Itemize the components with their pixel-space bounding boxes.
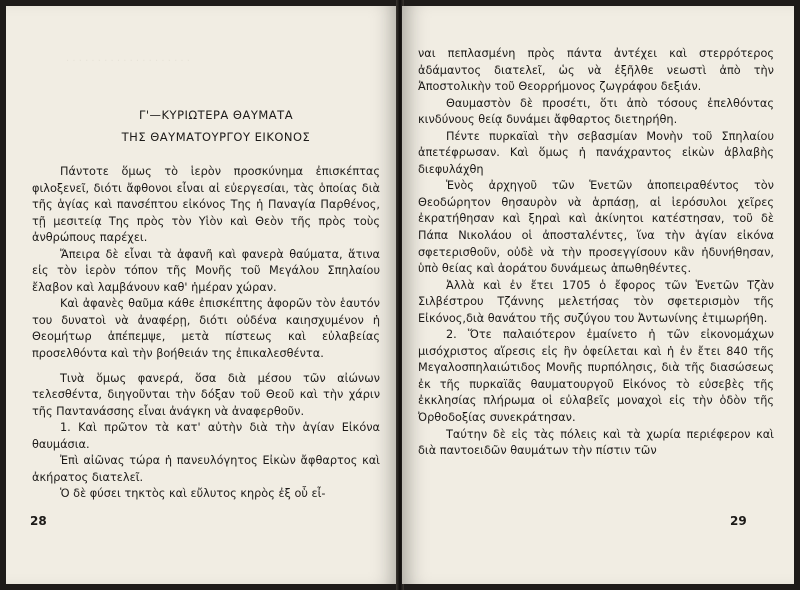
- paragraph: Θαυμαστὸν δὲ προσέτι, ὅτι ἀπὸ τόσους ἐπελθόντας κινδύνους θείᾳ δυνάμει ἄφθαρτος διετηρήθη.: [418, 96, 774, 127]
- numbered-paragraph: 2. Ὅτε παλαιότερον ἐμαίνετο ἡ τῶν εἰκονομάχων μισόχριστος αἵρεσις εἰς ἣν ὀφείλεται καὶ ἡ ἐν ἔτει 840 τῆς Μεγαλοσπηλαιώτιδος Μονῆς πυρπόλησις, διὰ τῆς διασώσεως ἐκ τῆς πυρκαϊᾶς θαυματουργοῦ Εἰκόνος τὸ εὐσεβὲς τῆς ἐκκλησίας πλήρωμα οἱ εὐλαβεῖς μοναχοὶ εἰς τὴν ὁδὸν τῆς Ὀρθοδοξίας συνεκράτησαν.: [418, 328, 774, 425]
- paragraph: Ἀλλὰ καὶ ἐν ἔτει 1705 ὁ ἔφορος τῶν Ἑνετῶν Τζὰν Σιλβέστρου Τζάννης μελετήσας τὸν σφετερισμὸν τῆς Εἰκόνος,διὰ θανάτου τῆς συζύγου του Ἀντωνίνης ἐτιμωρήθη.: [418, 278, 774, 325]
- paragraph: Ἐπὶ αἰῶνας τώρα ἡ πανευλόγητος Εἰκὼν ἄφθαρτος καὶ ἀκήρατος διατελεῖ.: [32, 454, 380, 484]
- chapter-title-line2: ΤΗΣ ΘΑΥΜΑΤΟΥΡΓΟΥ ΕΙΚΟΝΟΣ: [121, 130, 311, 144]
- paragraph: Τινὰ ὅμως φανερά, ὅσα διὰ μέσου τῶν αἰώνων τελεσθέντα, διηγοῦνται τὴν δόξαν τοῦ Θεοῦ καὶ τὴν χάριν τῆς Παντανάσσης εἶναι ἀνάγκη νὰ ἀναφερθοῦν.: [32, 371, 380, 418]
- left-page: [6, 6, 398, 584]
- paragraph: Πάντοτε ὅμως τὸ ἱερὸν προσκύνημα ἐπισκέπτας φιλοξενεῖ, διότι ἄφθονοι εἶναι αἱ εὐεργεσίαι, τὰς ὁποίας διὰ τῆς ἁγίας καὶ πανσέπτου εἰκόνος Της ἡ Παναγία Παρθένος, τῇ μεσιτείᾳ Της πρὸς τὸν Υἱὸν καὶ Θεὸν τῆς πρὸς τοὺς ἀνθρώπους παρέχει.: [32, 165, 380, 245]
- right-page: [402, 6, 794, 584]
- paragraph: Ταύτην δὲ εἰς τὰς πόλεις καὶ τὰ χωρία περιέφερον καὶ διὰ παντοειδῶν θαυμάτων τὴν πίστιν τῶν: [418, 427, 774, 458]
- numbered-paragraph: 1. Καὶ πρῶτον τὰ κατ' αὐτὴν διὰ τὴν ἁγίαν Εἰκόνα θαυμάσια.: [32, 421, 380, 451]
- continued-paragraph: ναι πεπλασμένη πρὸς πάντα ἀντέχει καὶ στερρότερος ἀδάμαντος διατελεῖ, ὡς νὰ ἐξῆλθε νεωστὶ ἀπὸ τὴν Ἀποστολικὴν τοῦ Θεορρήμονος ζωγράφου δεξιάν.: [418, 47, 774, 94]
- page-number-right: 29: [730, 514, 747, 528]
- right-page-body: [418, 46, 774, 460]
- paragraph: Ἑνὸς ἀρχηγοῦ τῶν Ἑνετῶν ἀποπειραθέντος τὸν Θεοδώρητον θησαυρὸν νὰ ἁρπάσῃ, αἱ ἱερόσυλοι χεῖρες ἐκρατήθησαν καὶ ξηραὶ καὶ ἀκίνητοι κατέστησαν, τοῦ δὲ Πάπα Νικολάου οἱ ἀποσταλέντες, ἵνα τὴν ἁγίαν εἰκόνα σφετερισθοῦν, οὐδὲ νὰ τὴν προσεγγίσουν κἂν ἠδυνήθησαν, ὑπὸ θείας καὶ ἀοράτου δυνάμεως ἀπωθηθέντες.: [418, 179, 774, 276]
- left-page-body: [32, 164, 380, 503]
- page-number-left: 28: [30, 514, 47, 528]
- paragraph: Ὁ δὲ φύσει τηκτὸς καὶ εὔλυτος κηρὸς ἐξ οὗ εἶ-: [60, 487, 326, 501]
- chapter-title-line1: Γ'—ΚΥΡΙΩΤΕΡΑ ΘΑΥΜΑΤΑ: [138, 108, 294, 122]
- bleed-through-texture: · · · · · · · · · · · · · · · · · · · ·: [66, 56, 190, 67]
- paragraph: Πέντε πυρκαϊαὶ τὴν σεβασμίαν Μονὴν τοῦ Σπηλαίου ἀπετέφρωσαν. Καὶ ὅμως ἡ πανάχραντος εἰκὼν ἀβλαβὴς διεφυλάχθη: [418, 129, 774, 176]
- paragraph: Καὶ ἀφανὲς θαῦμα κάθε ἐπισκέπτης ἀφορῶν τὸν ἑαυτόν του δυνατοὶ νὰ ἀναφέρῃ, διότι οὐδένα καιησχυμένον ἡ Θεομήτωρ ἀπέπεμψε, μετὰ πίστεως καὶ εὐλαβείας προσελθόντα καὶ τὴν βοήθειάν της ἐπικαλεσθέντα.: [32, 297, 380, 361]
- paragraph: Ἄπειρα δὲ εἶναι τὰ ἀφανῆ καὶ φανερὰ θαύματα, ἅτινα εἰς τὸν ἱερὸν τόπον τῆς Μονῆς τοῦ Μεγάλου Σπηλαίου ἔλαβον καὶ λαμβάνουν καθ' ἡμέραν χώραν.: [32, 247, 380, 294]
